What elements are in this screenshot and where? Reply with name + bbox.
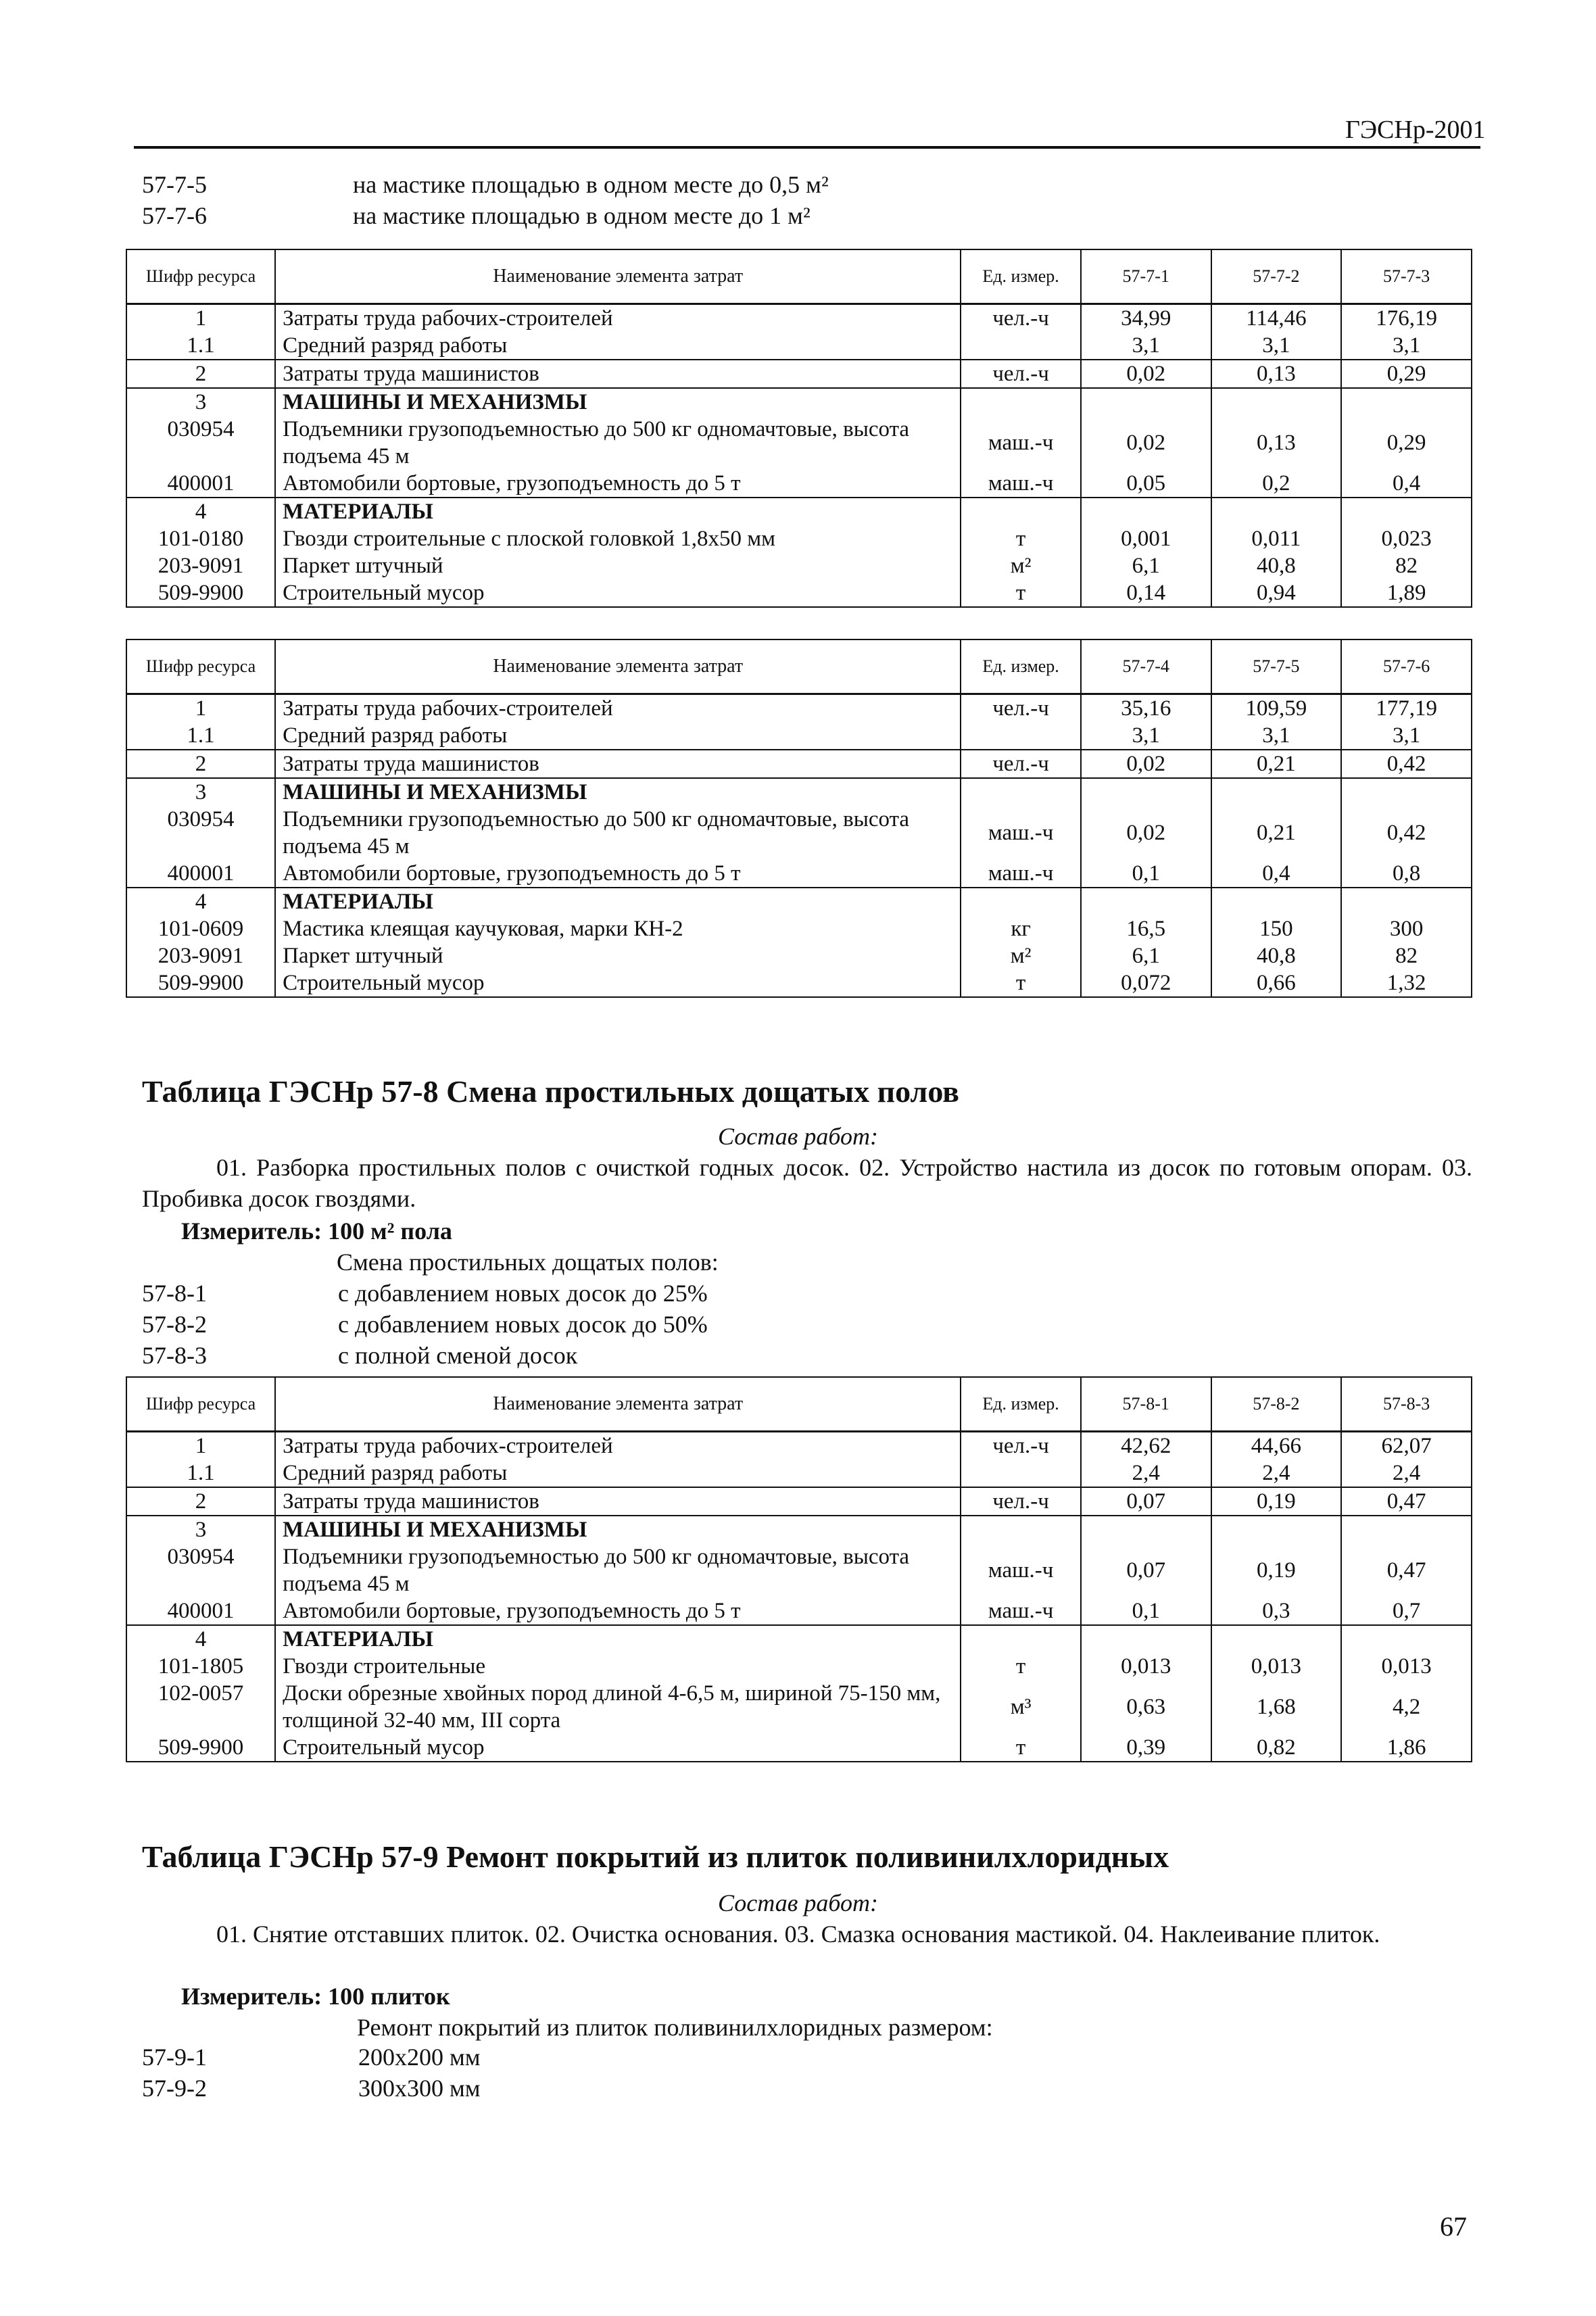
norm-value <box>1211 498 1342 525</box>
unit: чел.-ч <box>961 304 1080 333</box>
unit: т <box>961 1734 1080 1762</box>
table-row <box>126 806 1472 860</box>
norm-value <box>1211 888 1342 915</box>
norm-value <box>1341 1625 1472 1653</box>
section-title-57-9: Таблица ГЭСНр 57-9 Ремонт покрытий из плиток поливинилхлоридных <box>142 1839 1169 1874</box>
table-row <box>126 1680 1472 1734</box>
header-unit: Ед. измер. <box>961 640 1080 694</box>
norm-value: 2,4 <box>1211 1459 1342 1487</box>
norm-value: 0,023 <box>1341 525 1472 552</box>
norm-value: 35,16 <box>1081 694 1211 723</box>
code: 57-9-2 <box>142 2075 207 2102</box>
resource-code: 1.1 <box>126 722 275 750</box>
norm-value: 0,29 <box>1341 416 1472 470</box>
header-norm-code: 57-7-3 <box>1341 249 1472 304</box>
header-resource-code: Шифр ресурса <box>126 640 275 694</box>
code-row <box>142 1309 708 1340</box>
page-number: 67 <box>1440 2211 1467 2242</box>
norm-value: 0,07 <box>1081 1487 1211 1516</box>
table-row <box>126 1653 1472 1680</box>
table-row <box>126 1597 1472 1625</box>
code-row <box>142 169 829 200</box>
cost-element-name: Затраты труда машинистов <box>275 750 961 778</box>
unit <box>961 388 1080 416</box>
norm-value: 3,1 <box>1081 722 1211 750</box>
cost-element-name: Средний разряд работы <box>275 332 961 360</box>
resource-code: 101-0609 <box>126 915 275 942</box>
norm-value: 3,1 <box>1211 722 1342 750</box>
unit: маш.-ч <box>961 1543 1080 1597</box>
code-row <box>142 2042 481 2073</box>
resource-code: 102-0057 <box>126 1680 275 1734</box>
unit: м² <box>961 942 1080 969</box>
cost-element-name: МАШИНЫ И МЕХАНИЗМЫ <box>275 1516 961 1543</box>
unit <box>961 778 1080 806</box>
cost-element-name: Средний разряд работы <box>275 722 961 750</box>
norm-value: 0,001 <box>1081 525 1211 552</box>
norm-value: 16,5 <box>1081 915 1211 942</box>
work-composition-label: Состав работ: <box>718 1889 878 1916</box>
resource-code: 509-9900 <box>126 1734 275 1762</box>
norm-value: 0,02 <box>1081 750 1211 778</box>
cost-element-name: Доски обрезные хвойных пород длиной 4-6,5 м, шириной 75-150 мм, толщиной 32-40 мм, III сорта <box>275 1680 961 1734</box>
norms-table-57-8 <box>126 1376 1472 1762</box>
unit: чел.-ч <box>961 360 1080 388</box>
table-row <box>126 915 1472 942</box>
cost-element-name: МАШИНЫ И МЕХАНИЗМЫ <box>275 778 961 806</box>
resource-code: 030954 <box>126 806 275 860</box>
table-row <box>126 579 1472 607</box>
measure-unit: Измеритель: 100 м² пола <box>181 1217 452 1245</box>
norm-value: 0,7 <box>1341 1597 1472 1625</box>
norm-value: 177,19 <box>1341 694 1472 723</box>
cost-element-name: Гвозди строительные <box>275 1653 961 1680</box>
header-unit: Ед. измер. <box>961 249 1080 304</box>
norms-table-57-7-4 <box>126 639 1472 998</box>
header-norm-code: 57-7-5 <box>1211 640 1342 694</box>
resource-code: 101-0180 <box>126 525 275 552</box>
norm-value: 0,63 <box>1081 1680 1211 1734</box>
resource-code: 400001 <box>126 470 275 498</box>
header-resource-code: Шифр ресурса <box>126 1377 275 1432</box>
cost-element-name: Подъемники грузоподъемностью до 500 кг одномачтовые, высота подъема 45 м <box>275 416 961 470</box>
resource-code: 400001 <box>126 1597 275 1625</box>
unit: чел.-ч <box>961 1487 1080 1516</box>
table-row <box>126 525 1472 552</box>
norm-value <box>1341 388 1472 416</box>
header-norm-code: 57-8-2 <box>1211 1377 1342 1432</box>
norm-value: 34,99 <box>1081 304 1211 333</box>
unit: маш.-ч <box>961 416 1080 470</box>
resource-code: 030954 <box>126 1543 275 1597</box>
header-unit: Ед. измер. <box>961 1377 1080 1432</box>
header-norm-code: 57-7-4 <box>1081 640 1211 694</box>
code-description: 300х300 мм <box>358 2075 481 2102</box>
cost-element-name: Затраты труда машинистов <box>275 360 961 388</box>
unit: маш.-ч <box>961 860 1080 888</box>
norm-value: 0,072 <box>1081 969 1211 997</box>
code-row <box>142 1278 708 1309</box>
cost-element-name: Затраты труда рабочих-строителей <box>275 694 961 723</box>
table-row <box>126 360 1472 388</box>
table-row <box>126 722 1472 750</box>
resource-code: 030954 <box>126 416 275 470</box>
code-list-57-8 <box>142 1278 708 1371</box>
unit: чел.-ч <box>961 1432 1080 1460</box>
norm-value <box>1081 1516 1211 1543</box>
resource-code: 1 <box>126 304 275 333</box>
unit <box>961 1516 1080 1543</box>
header-resource-code: Шифр ресурса <box>126 249 275 304</box>
table-row <box>126 304 1472 333</box>
norm-value: 1,86 <box>1341 1734 1472 1762</box>
cost-element-name: Мастика клеящая каучуковая, марки КН-2 <box>275 915 961 942</box>
unit <box>961 498 1080 525</box>
code-description: с полной сменой досок <box>338 1342 578 1369</box>
code: 57-8-3 <box>142 1342 207 1369</box>
norm-value: 0,21 <box>1211 806 1342 860</box>
norm-value: 0,013 <box>1211 1653 1342 1680</box>
cost-element-name: Строительный мусор <box>275 1734 961 1762</box>
norm-value <box>1081 388 1211 416</box>
resource-code: 4 <box>126 888 275 915</box>
cost-element-name: Затраты труда машинистов <box>275 1487 961 1516</box>
header-cost-element-name: Наименование элемента затрат <box>275 640 961 694</box>
unit <box>961 1625 1080 1653</box>
norm-value: 0,02 <box>1081 360 1211 388</box>
norm-value: 0,2 <box>1211 470 1342 498</box>
code: 57-8-2 <box>142 1311 207 1338</box>
unit <box>961 888 1080 915</box>
code-description: 200х200 мм <box>358 2044 481 2071</box>
unit: маш.-ч <box>961 1597 1080 1625</box>
work-composition-text: 01. Снятие отставших плиток. 02. Очистка основания. 03. Смазка основания мастикой. 04. Наклеивание плиток. <box>216 1921 1380 1948</box>
norm-value: 0,02 <box>1081 806 1211 860</box>
norm-value: 0,07 <box>1081 1543 1211 1597</box>
resource-code: 509-9900 <box>126 969 275 997</box>
table-row <box>126 750 1472 778</box>
header-rule <box>134 146 1480 149</box>
table-row <box>126 1459 1472 1487</box>
cost-element-name: Паркет штучный <box>275 942 961 969</box>
norm-value: 2,4 <box>1081 1459 1211 1487</box>
unit: кг <box>961 915 1080 942</box>
resource-code: 1.1 <box>126 332 275 360</box>
cost-element-name: Гвозди строительные с плоской головкой 1,8х50 мм <box>275 525 961 552</box>
section-title-57-8: Таблица ГЭСНр 57-8 Смена простильных дощатых полов <box>142 1074 960 1109</box>
norm-value: 0,011 <box>1211 525 1342 552</box>
table-row <box>126 332 1472 360</box>
table-row <box>126 1625 1472 1653</box>
norm-value <box>1081 778 1211 806</box>
resource-code: 4 <box>126 498 275 525</box>
norm-value: 150 <box>1211 915 1342 942</box>
header-norm-code: 57-8-3 <box>1341 1377 1472 1432</box>
cost-element-name: МАШИНЫ И МЕХАНИЗМЫ <box>275 388 961 416</box>
norm-value <box>1081 888 1211 915</box>
work-composition-text: 01. Разборка простильных полов с очисткой годных досок. 02. Устройство настила из досок по готовым опорам. 03. Пробивка досок гвоздями. <box>142 1154 1472 1212</box>
table-row <box>126 1543 1472 1597</box>
norm-value: 0,13 <box>1211 416 1342 470</box>
norm-value: 0,66 <box>1211 969 1342 997</box>
norm-value: 3,1 <box>1211 332 1342 360</box>
resource-code: 4 <box>126 1625 275 1653</box>
unit: маш.-ч <box>961 470 1080 498</box>
norm-value: 0,39 <box>1081 1734 1211 1762</box>
cost-element-name: МАТЕРИАЛЫ <box>275 498 961 525</box>
header-cost-element-name: Наименование элемента затрат <box>275 1377 961 1432</box>
code-row <box>142 2073 481 2104</box>
norm-value: 0,05 <box>1081 470 1211 498</box>
top-code-list <box>142 169 829 231</box>
items-lead: Смена простильных дощатых полов: <box>337 1249 719 1276</box>
resource-code: 3 <box>126 778 275 806</box>
norm-value: 82 <box>1341 552 1472 579</box>
norm-value: 3,1 <box>1081 332 1211 360</box>
norm-value: 1,68 <box>1211 1680 1342 1734</box>
norm-value: 0,4 <box>1341 470 1472 498</box>
unit <box>961 722 1080 750</box>
unit: т <box>961 969 1080 997</box>
table-row <box>126 1487 1472 1516</box>
code-list-57-9 <box>142 2042 481 2104</box>
norm-value: 62,07 <box>1341 1432 1472 1460</box>
norm-value <box>1081 1625 1211 1653</box>
norm-value <box>1341 778 1472 806</box>
cost-element-name: Строительный мусор <box>275 969 961 997</box>
norms-table-57-7-1 <box>126 249 1472 608</box>
norm-value: 4,2 <box>1341 1680 1472 1734</box>
norm-value <box>1081 498 1211 525</box>
norm-value: 0,82 <box>1211 1734 1342 1762</box>
norm-value: 1,89 <box>1341 579 1472 607</box>
unit: м² <box>961 552 1080 579</box>
norm-value: 0,1 <box>1081 1597 1211 1625</box>
code-description: на мастике площадью в одном месте до 0,5 м² <box>353 171 829 198</box>
work-composition-label: Состав работ: <box>718 1123 878 1150</box>
norm-value: 44,66 <box>1211 1432 1342 1460</box>
resource-code: 101-1805 <box>126 1653 275 1680</box>
norm-value <box>1211 1516 1342 1543</box>
norm-value: 0,42 <box>1341 750 1472 778</box>
table-row <box>126 470 1472 498</box>
norm-value <box>1341 498 1472 525</box>
table-row <box>126 1516 1472 1543</box>
code: 57-7-6 <box>142 202 207 229</box>
header-norm-code: 57-7-2 <box>1211 249 1342 304</box>
unit: т <box>961 579 1080 607</box>
table-row <box>126 888 1472 915</box>
norm-value <box>1211 778 1342 806</box>
cost-element-name: МАТЕРИАЛЫ <box>275 888 961 915</box>
header-norm-code: 57-7-6 <box>1341 640 1472 694</box>
table-row <box>126 498 1472 525</box>
unit: чел.-ч <box>961 694 1080 723</box>
norm-value: 6,1 <box>1081 552 1211 579</box>
norm-value <box>1341 888 1472 915</box>
cost-element-name: МАТЕРИАЛЫ <box>275 1625 961 1653</box>
table-header-row <box>126 1377 1472 1432</box>
norm-value: 114,46 <box>1211 304 1342 333</box>
norm-value: 0,14 <box>1081 579 1211 607</box>
cost-element-name: Строительный мусор <box>275 579 961 607</box>
norm-value <box>1341 1516 1472 1543</box>
header-norm-code: 57-8-1 <box>1081 1377 1211 1432</box>
cost-element-name: Автомобили бортовые, грузоподъемность до 5 т <box>275 1597 961 1625</box>
resource-code: 3 <box>126 388 275 416</box>
unit: маш.-ч <box>961 806 1080 860</box>
code-description: на мастике площадью в одном месте до 1 м² <box>353 202 811 229</box>
table-row <box>126 778 1472 806</box>
code-row <box>142 200 829 231</box>
code: 57-9-1 <box>142 2044 207 2071</box>
unit: м³ <box>961 1680 1080 1734</box>
table-header-row <box>126 249 1472 304</box>
norm-value: 1,32 <box>1341 969 1472 997</box>
resource-code: 2 <box>126 1487 275 1516</box>
document-code: ГЭСНр-2001 <box>1345 116 1486 144</box>
unit: чел.-ч <box>961 750 1080 778</box>
norm-value: 6,1 <box>1081 942 1211 969</box>
norm-value: 0,1 <box>1081 860 1211 888</box>
resource-code: 400001 <box>126 860 275 888</box>
cost-element-name: Подъемники грузоподъемностью до 500 кг одномачтовые, высота подъема 45 м <box>275 1543 961 1597</box>
norm-value: 0,4 <box>1211 860 1342 888</box>
resource-code: 3 <box>126 1516 275 1543</box>
norm-value: 0,19 <box>1211 1487 1342 1516</box>
norm-value: 3,1 <box>1341 332 1472 360</box>
resource-code: 509-9900 <box>126 579 275 607</box>
code-description: с добавлением новых досок до 50% <box>338 1311 708 1338</box>
items-lead: Ремонт покрытий из плиток поливинилхлоридных размером: <box>357 2014 993 2041</box>
cost-element-name: Затраты труда рабочих-строителей <box>275 304 961 333</box>
norm-value: 0,02 <box>1081 416 1211 470</box>
table-row <box>126 1432 1472 1460</box>
cost-element-name: Автомобили бортовые, грузоподъемность до 5 т <box>275 860 961 888</box>
norm-value: 0,13 <box>1211 360 1342 388</box>
norm-value: 3,1 <box>1341 722 1472 750</box>
resource-code: 2 <box>126 750 275 778</box>
norm-value: 300 <box>1341 915 1472 942</box>
cost-element-name: Паркет штучный <box>275 552 961 579</box>
norm-value: 0,19 <box>1211 1543 1342 1597</box>
resource-code: 1 <box>126 1432 275 1460</box>
unit <box>961 1459 1080 1487</box>
unit: т <box>961 1653 1080 1680</box>
norm-value: 0,8 <box>1341 860 1472 888</box>
cost-element-name: Подъемники грузоподъемностью до 500 кг одномачтовые, высота подъема 45 м <box>275 806 961 860</box>
resource-code: 1.1 <box>126 1459 275 1487</box>
code-row <box>142 1340 708 1371</box>
unit <box>961 332 1080 360</box>
norm-value: 40,8 <box>1211 942 1342 969</box>
header-norm-code: 57-7-1 <box>1081 249 1211 304</box>
code-description: с добавлением новых досок до 25% <box>338 1280 708 1307</box>
norm-value: 0,3 <box>1211 1597 1342 1625</box>
code: 57-7-5 <box>142 171 207 198</box>
table-row <box>126 694 1472 723</box>
resource-code: 2 <box>126 360 275 388</box>
table-row <box>126 969 1472 997</box>
norm-value: 0,21 <box>1211 750 1342 778</box>
table-header-row <box>126 640 1472 694</box>
norm-value: 0,013 <box>1341 1653 1472 1680</box>
norm-value: 109,59 <box>1211 694 1342 723</box>
cost-element-name: Автомобили бортовые, грузоподъемность до 5 т <box>275 470 961 498</box>
norm-value <box>1211 1625 1342 1653</box>
measure-unit: Измеритель: 100 плиток <box>181 1983 450 2010</box>
table-row <box>126 1734 1472 1762</box>
unit: т <box>961 525 1080 552</box>
resource-code: 203-9091 <box>126 942 275 969</box>
norm-value: 40,8 <box>1211 552 1342 579</box>
norm-value: 0,42 <box>1341 806 1472 860</box>
table-row <box>126 388 1472 416</box>
norm-value: 0,47 <box>1341 1487 1472 1516</box>
code: 57-8-1 <box>142 1280 207 1307</box>
table-row <box>126 860 1472 888</box>
table-row <box>126 552 1472 579</box>
resource-code: 203-9091 <box>126 552 275 579</box>
norm-value: 2,4 <box>1341 1459 1472 1487</box>
norm-value: 0,013 <box>1081 1653 1211 1680</box>
table-row <box>126 942 1472 969</box>
norm-value: 176,19 <box>1341 304 1472 333</box>
norm-value: 0,47 <box>1341 1543 1472 1597</box>
norm-value <box>1211 388 1342 416</box>
resource-code: 1 <box>126 694 275 723</box>
norm-value: 42,62 <box>1081 1432 1211 1460</box>
cost-element-name: Затраты труда рабочих-строителей <box>275 1432 961 1460</box>
norm-value: 82 <box>1341 942 1472 969</box>
norm-value: 0,94 <box>1211 579 1342 607</box>
norm-value: 0,29 <box>1341 360 1472 388</box>
header-cost-element-name: Наименование элемента затрат <box>275 249 961 304</box>
table-row <box>126 416 1472 470</box>
cost-element-name: Средний разряд работы <box>275 1459 961 1487</box>
